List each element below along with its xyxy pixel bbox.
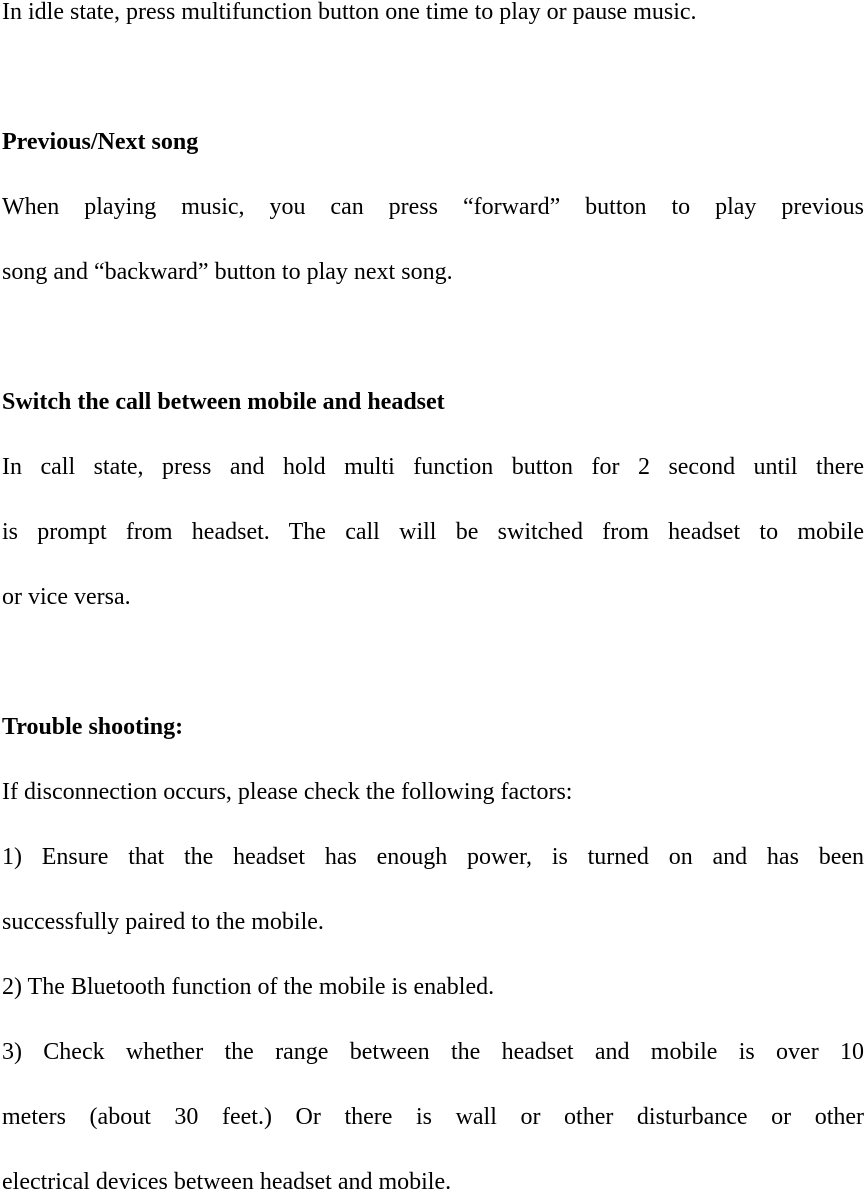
switch-call-text-line-3: or vice versa. <box>2 584 131 610</box>
trouble-item-3-line-3: electrical devices between headset and mobile. <box>2 1169 452 1195</box>
trouble-item-3-line-2: meters (about 30 feet.) Or there is wall or other disturbance or other <box>2 1104 864 1130</box>
trouble-item-2-line-1: 2) The Bluetooth function of the mobile is enabled. <box>2 974 495 1000</box>
trouble-shooting-intro: If disconnection occurs, please check the following factors: <box>2 779 573 805</box>
intro-text: In idle state, press multifunction button one time to play or pause music. <box>2 0 697 25</box>
trouble-item-1-line-2: successfully paired to the mobile. <box>2 909 324 935</box>
trouble-item-3-line-1: 3) Check whether the range between the headset and mobile is over 10 <box>2 1039 864 1065</box>
trouble-shooting-heading: Trouble shooting: <box>2 714 184 740</box>
previous-next-text-line-2: song and “backward” button to play next song. <box>2 259 453 285</box>
trouble-item-1-line-1: 1) Ensure that the headset has enough power, is turned on and has been <box>2 844 864 870</box>
switch-call-text-line-1: In call state, press and hold multi function button for 2 second until there <box>2 454 864 480</box>
switch-call-heading: Switch the call between mobile and headset <box>2 389 445 415</box>
switch-call-text-line-2: is prompt from headset. The call will be switched from headset to mobile <box>2 519 864 545</box>
previous-next-text-line-1: When playing music, you can press “forward” button to play previous <box>2 194 864 220</box>
previous-next-heading: Previous/Next song <box>2 129 199 155</box>
